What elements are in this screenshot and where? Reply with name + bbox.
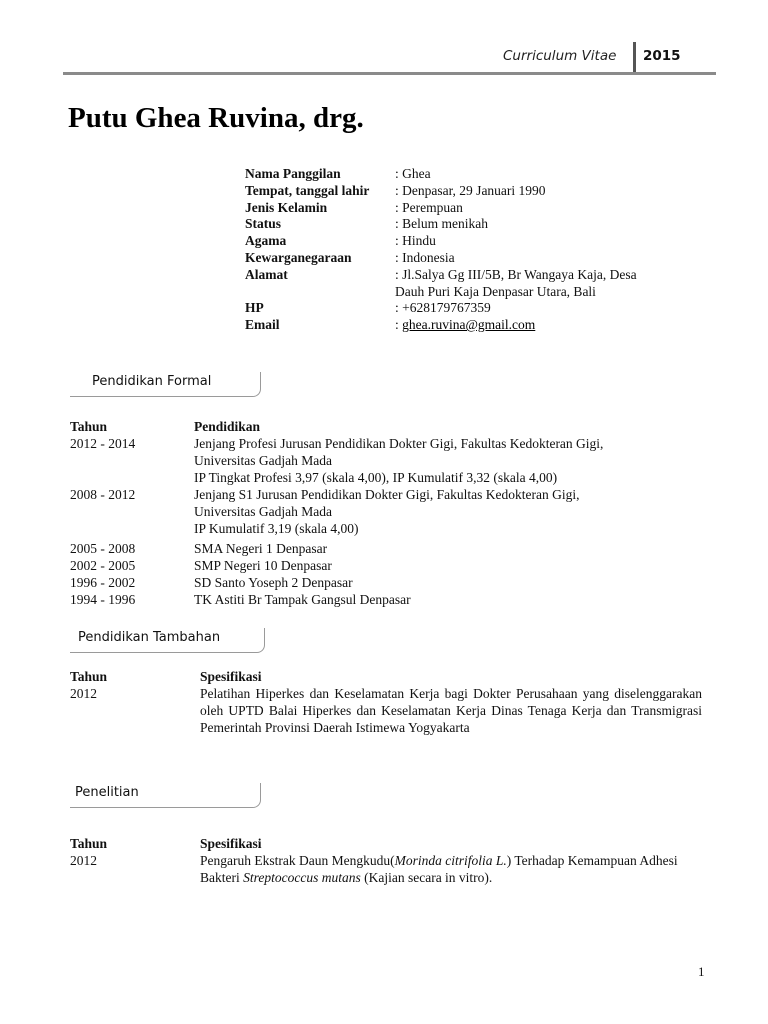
section-tab-formal	[70, 372, 261, 397]
row-year: 2008 - 2012	[70, 487, 136, 502]
row-desc	[200, 852, 702, 886]
info-value: : Jl.Salya Gg III/5B, Br Wangaya Kaja, Desa	[395, 266, 637, 282]
info-row-address-cont	[245, 284, 715, 301]
section-tab-research	[70, 783, 261, 808]
column-header-desc: Spesifikasi	[200, 669, 262, 684]
header-rule	[63, 72, 716, 75]
info-label: Tempat, tanggal lahir	[245, 182, 370, 198]
info-row-birth	[245, 183, 715, 200]
info-label-spacer	[245, 284, 395, 301]
desc-text: (Kajian secara in vitro).	[360, 870, 493, 885]
row-line: IP Tingkat Profesi 3,97 (skala 4,00), IP Kumulatif 3,32 (skala 4,00)	[194, 470, 558, 485]
info-row-religion	[245, 233, 715, 250]
info-label: Email	[245, 317, 280, 333]
info-row-citizenship	[245, 250, 715, 267]
research-table	[70, 835, 702, 886]
row-desc: SMP Negeri 10 Denpasar	[194, 558, 332, 573]
row-line: Universitas Gadjah Mada	[194, 504, 332, 519]
info-label: Agama	[245, 233, 287, 249]
row-year: 2012 - 2014	[70, 436, 136, 451]
info-label: Alamat	[245, 266, 288, 282]
email-prefix: :	[395, 317, 403, 333]
row-year: 1994 - 1996	[70, 592, 136, 607]
row-desc: SMA Negeri 1 Denpasar	[194, 541, 328, 556]
table-row	[70, 557, 702, 574]
table-header	[70, 835, 702, 852]
table-row	[70, 540, 702, 557]
column-header-year: Tahun	[70, 669, 108, 684]
species-name: Morinda citrifolia L.	[394, 853, 507, 868]
column-header-year: Tahun	[70, 836, 108, 851]
row-desc	[194, 435, 702, 486]
species-name: Streptococcus mutans	[243, 870, 361, 885]
info-value: : Ghea	[395, 166, 431, 181]
info-row-status	[245, 216, 715, 233]
table-row	[70, 486, 702, 537]
formal-education-table	[70, 418, 702, 608]
page-header	[0, 0, 768, 80]
section-title: Penelitian	[75, 785, 139, 800]
info-value: : Indonesia	[395, 249, 455, 265]
section-title: Pendidikan Formal	[92, 374, 212, 389]
page-number: 1	[698, 964, 705, 979]
info-value	[395, 317, 715, 334]
header-year: 2015	[643, 48, 681, 64]
table-header	[70, 668, 702, 685]
person-name: Putu Ghea Ruvina, drg.	[68, 102, 364, 134]
section-title: Pendidikan Tambahan	[78, 630, 221, 645]
desc-text: Pengaruh Ekstrak Daun Mengkudu(	[200, 853, 395, 868]
row-line: IP Kumulatif 3,19 (skala 4,00)	[194, 521, 359, 536]
table-row	[70, 435, 702, 486]
header-divider	[633, 42, 636, 74]
table-row	[70, 852, 702, 886]
table-row	[70, 591, 702, 608]
row-year: 2005 - 2008	[70, 541, 136, 556]
info-label: HP	[245, 300, 264, 316]
row-desc: Pelatihan Hiperkes dan Keselamatan Kerja bagi Dokter Perusahaan yang diselenggarakan oleh UPTD Balai Hiperkes dan Keselamatan Kerja Dinas Tenaga Kerja dan Transmigrasi Pemerintah Provinsi Daerah Istimewa Yogyakarta	[200, 686, 702, 735]
row-desc: SD Santo Yoseph 2 Denpasar	[194, 575, 353, 590]
row-year: 2002 - 2005	[70, 558, 136, 573]
info-value: Dauh Puri Kaja Denpasar Utara, Bali	[395, 283, 596, 299]
row-year: 1996 - 2002	[70, 575, 136, 590]
info-label: Status	[245, 216, 282, 232]
info-value: : Belum menikah	[395, 216, 488, 232]
info-row-email	[245, 317, 715, 334]
email-link[interactable]: ghea.ruvina@gmail.com	[402, 317, 536, 333]
info-value: : Perempuan	[395, 199, 463, 215]
row-year: 2012	[70, 686, 97, 701]
table-header	[70, 418, 702, 435]
info-row-phone	[245, 300, 715, 317]
row-desc	[194, 486, 702, 537]
column-header-desc: Pendidikan	[194, 419, 261, 434]
column-header-year: Tahun	[70, 419, 108, 434]
table-row	[70, 574, 702, 591]
info-row-gender	[245, 200, 715, 217]
row-line: Jenjang Profesi Jurusan Pendidikan Dokter Gigi, Fakultas Kedokteran Gigi,	[194, 436, 604, 451]
row-year: 2012	[70, 853, 97, 868]
info-row-address	[245, 267, 715, 284]
info-row-nickname	[245, 166, 715, 183]
header-title: Curriculum Vitae	[503, 48, 617, 64]
section-tab-additional	[70, 628, 265, 653]
row-desc: TK Astiti Br Tampak Gangsul Denpasar	[194, 592, 411, 607]
info-value: : +628179767359	[395, 300, 491, 316]
desc-text: ) Terhadap Kemampuan Adhesi Bakteri	[200, 853, 678, 885]
info-value: : Hindu	[395, 233, 436, 249]
info-value: : Denpasar, 29 Januari 1990	[395, 182, 546, 198]
personal-info	[245, 166, 715, 334]
column-header-desc: Spesifikasi	[200, 836, 262, 851]
additional-education-table	[70, 668, 702, 736]
row-line: Universitas Gadjah Mada	[194, 453, 332, 468]
info-label: Nama Panggilan	[245, 166, 341, 181]
info-label: Kewarganegaraan	[245, 249, 352, 265]
table-row	[70, 685, 702, 736]
info-label: Jenis Kelamin	[245, 199, 328, 215]
row-line: Jenjang S1 Jurusan Pendidikan Dokter Gigi, Fakultas Kedokteran Gigi,	[194, 487, 580, 502]
